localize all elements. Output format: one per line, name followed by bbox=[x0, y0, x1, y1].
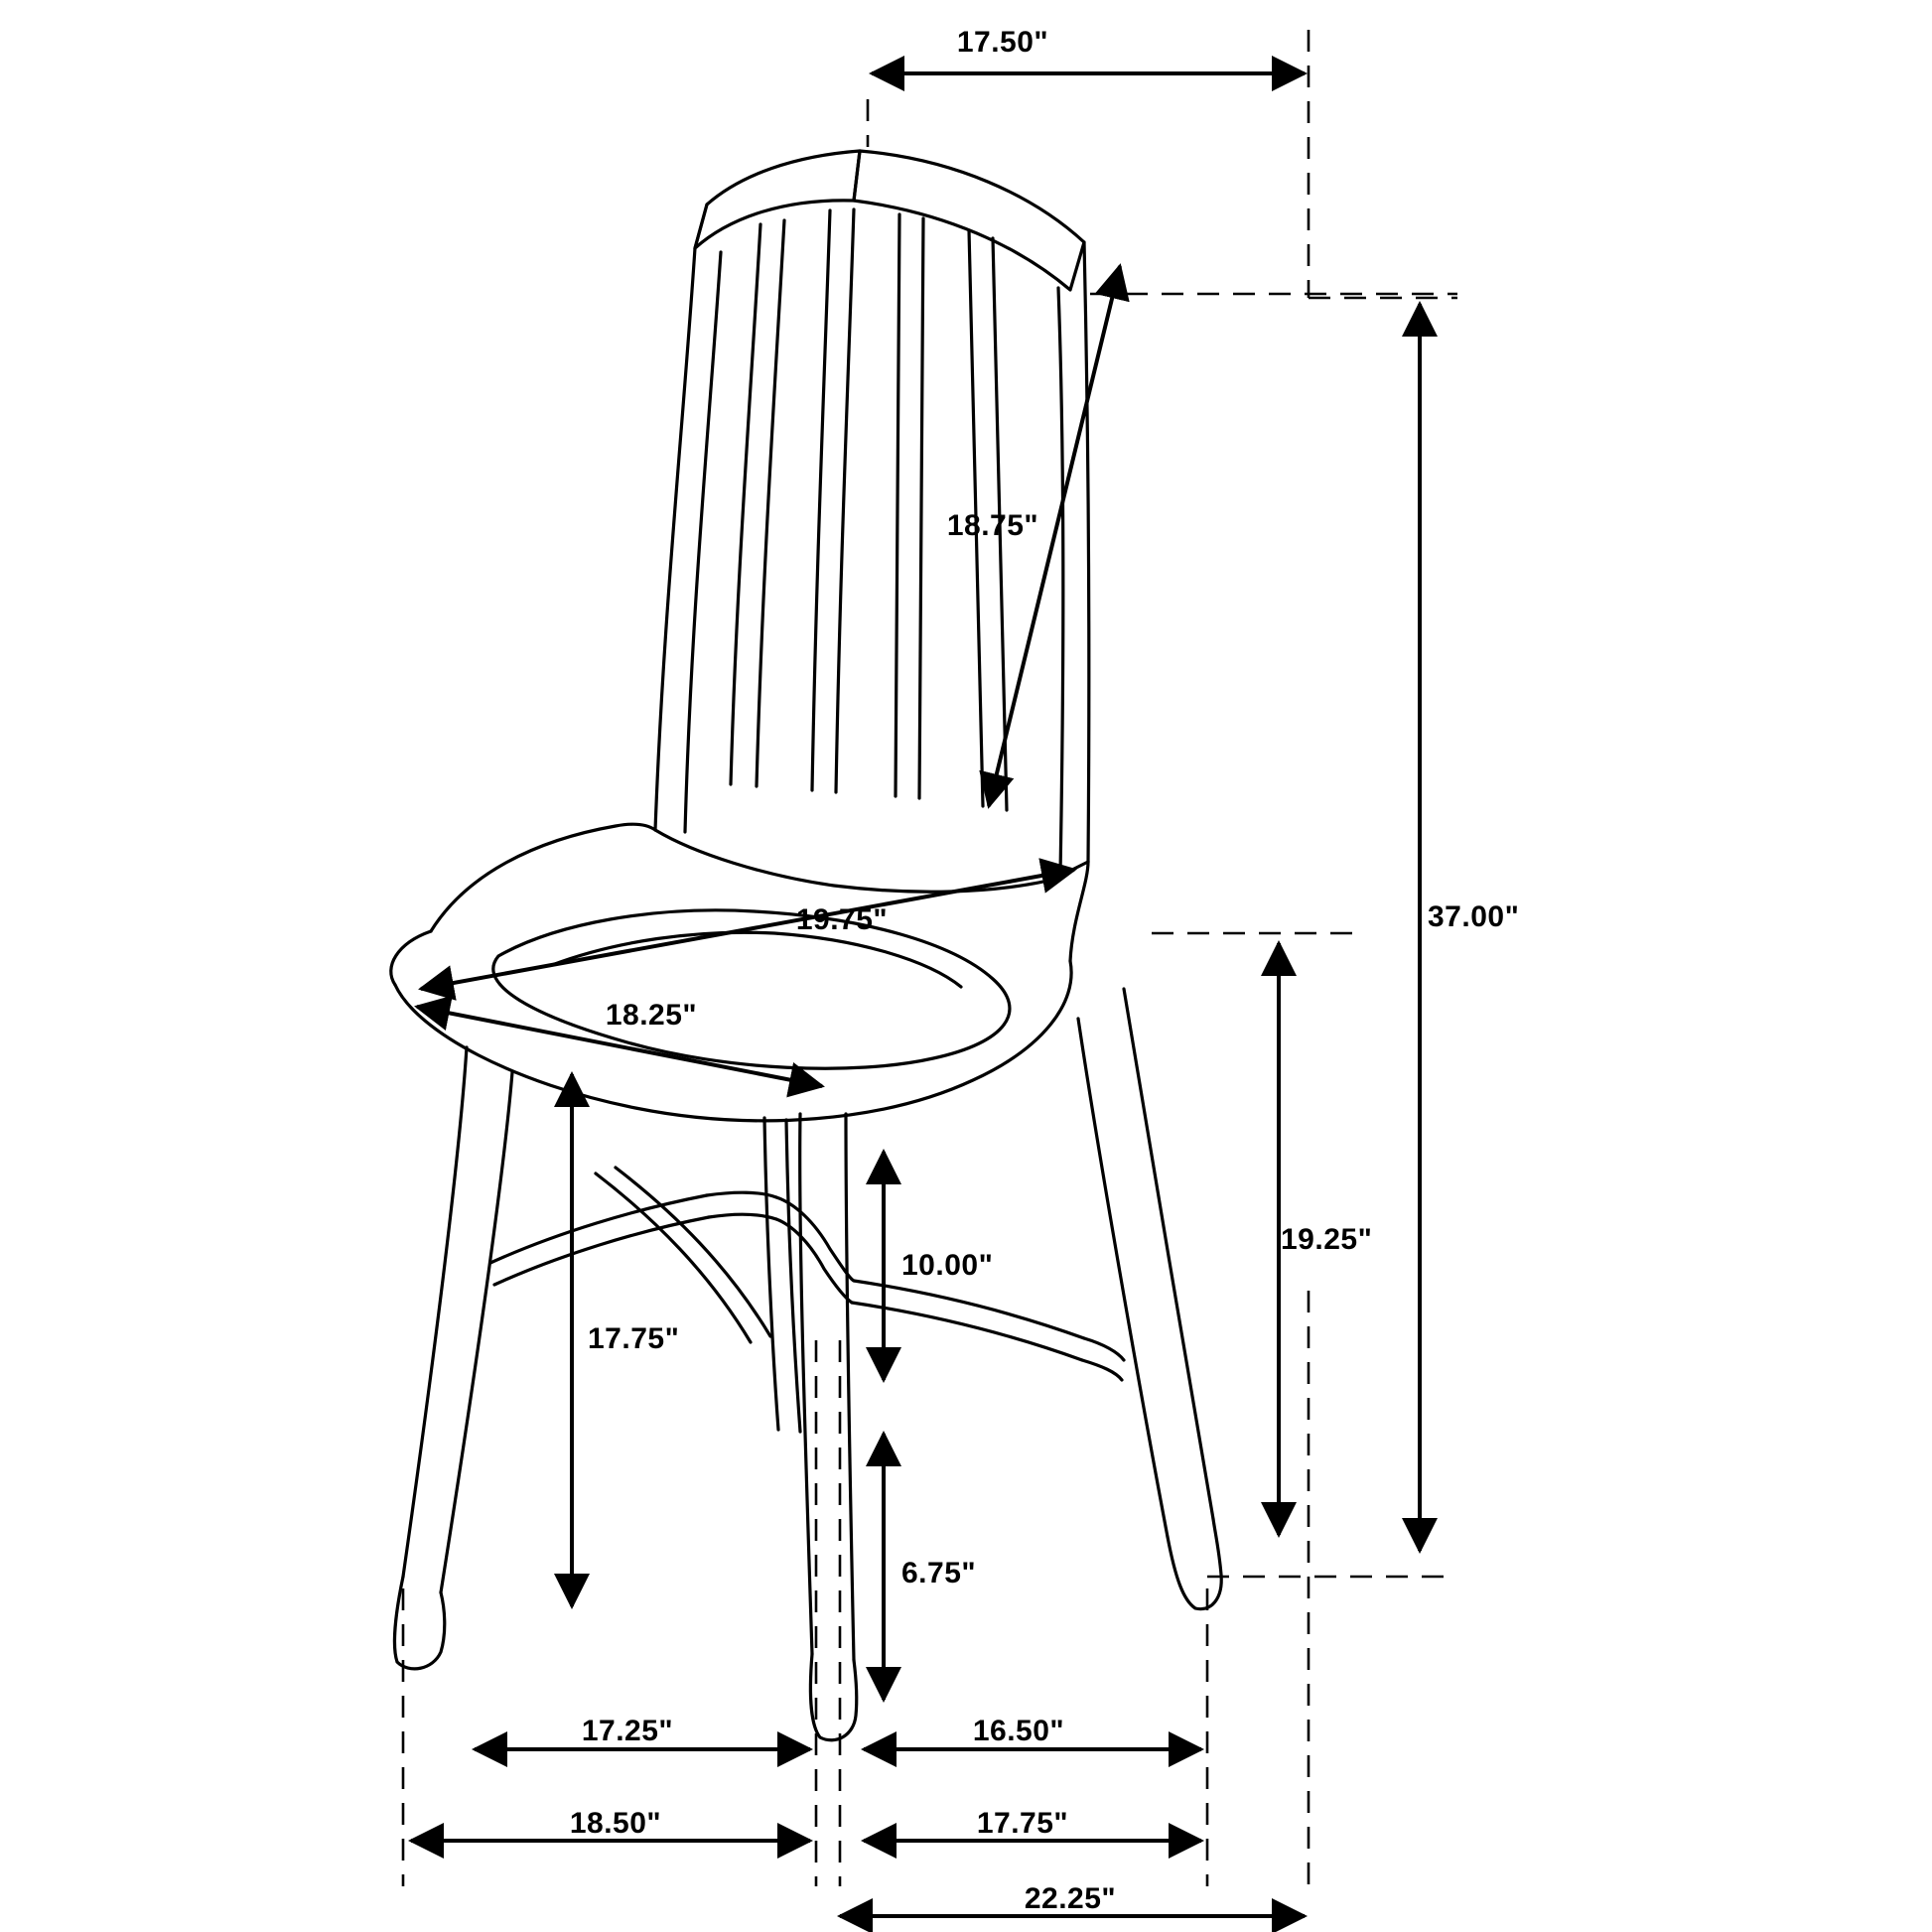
dimension-label-lower-stretcher-height: 6.75" bbox=[901, 1557, 977, 1589]
extension-lines bbox=[403, 30, 1457, 1886]
dimension-label-back-height-diagonal: 18.75" bbox=[946, 509, 1039, 542]
dimension-label-back-top-width: 17.50" bbox=[956, 26, 1049, 59]
dimension-label-stretcher-height-front: 10.00" bbox=[901, 1249, 994, 1282]
dimension-label-rear-leg-spread: 17.25" bbox=[581, 1715, 674, 1747]
dimension-label-overall-width: 22.25" bbox=[1024, 1882, 1117, 1915]
dimension-label-front-leg-spread: 16.50" bbox=[972, 1715, 1065, 1747]
dimension-label-overall-depth-right: 17.75" bbox=[976, 1807, 1069, 1840]
dimension-label-seat-height-side: 17.75" bbox=[588, 1322, 680, 1355]
dimension-label-seat-width-diagonal: 18.25" bbox=[605, 999, 698, 1032]
dimension-arrows bbox=[411, 73, 1420, 1916]
dimension-label-overall-height: 37.00" bbox=[1428, 900, 1520, 933]
dimension-label-seat-height-back: 19.25" bbox=[1281, 1223, 1373, 1256]
dimension-label-seat-depth-diagonal: 19.75" bbox=[795, 903, 889, 936]
chair-outline bbox=[391, 151, 1221, 1740]
dimension-label-overall-depth-left: 18.50" bbox=[569, 1807, 662, 1840]
